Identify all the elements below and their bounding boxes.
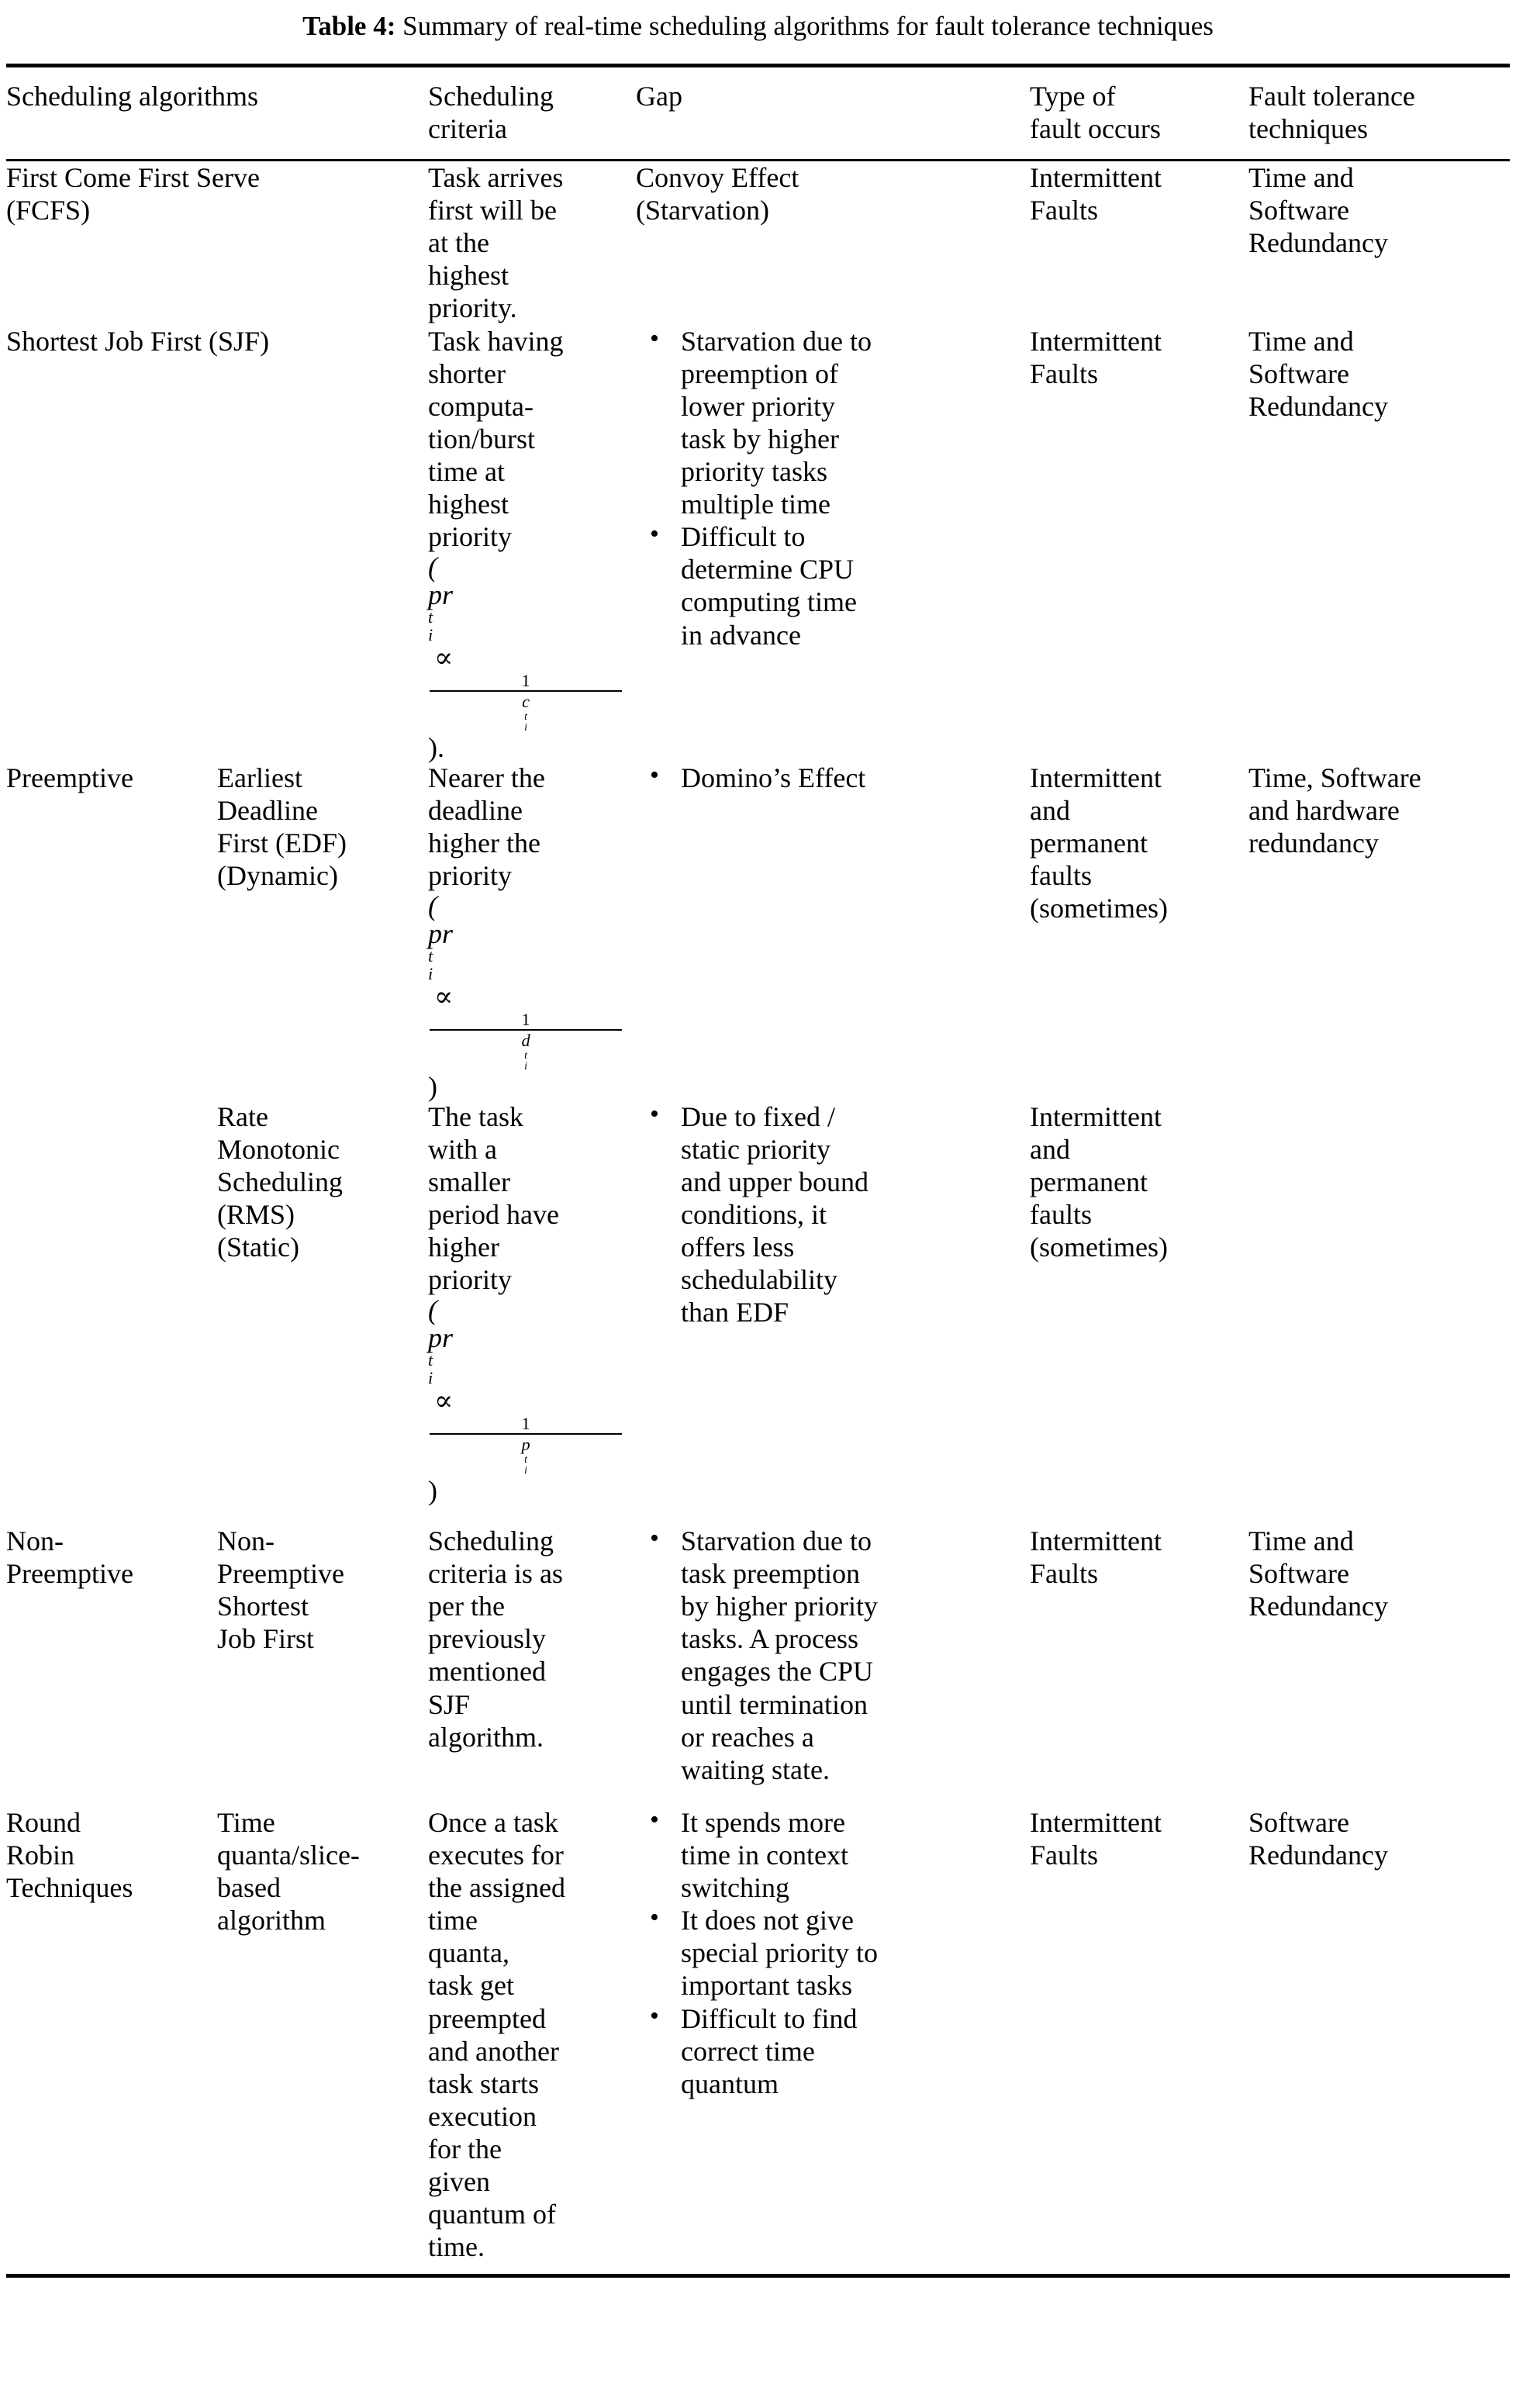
cell-gap-fcfs (636, 161, 1030, 325)
text-line: higher the (428, 827, 540, 859)
text-line: important tasks (681, 1970, 852, 2002)
text-line: • It spends more (681, 1806, 845, 1838)
text-line: special priority to (681, 1937, 878, 1969)
text-line: Task arrives (428, 161, 564, 193)
text-line: algorithm. (428, 1721, 544, 1753)
text-line: Time, Software (1248, 762, 1421, 793)
text-line: Preemptive (6, 1558, 133, 1590)
table-row (6, 1525, 1510, 1786)
cell-fault-type-rms (1030, 1100, 1248, 1505)
text-line: Faults (1030, 358, 1099, 389)
text-line: priority (428, 860, 512, 892)
formula-edf-priority: ( pr t i ∝ 1 d t i ) (428, 892, 623, 1100)
text-line: • Difficult to (681, 521, 806, 553)
cell-criteria-round-robin (428, 1806, 636, 2264)
text-line: • It does not give (681, 1905, 854, 1936)
text-line: Robin (6, 1839, 75, 1871)
text-line: Intermittent (1030, 161, 1162, 193)
cell-fault-type-non-preemptive-sjf (1030, 1525, 1248, 1786)
cell-category-preemptive (6, 762, 217, 1100)
text-line: faults (1030, 860, 1092, 892)
text-line: and (1030, 1133, 1070, 1165)
cell-category-non-preemptive (6, 1525, 217, 1786)
text-line: and (1030, 794, 1070, 826)
text-line: by higher priority (681, 1591, 878, 1622)
text-line: faults (1030, 1199, 1092, 1231)
text-line: task starts (428, 2068, 539, 2099)
table-row (6, 1100, 1510, 1505)
table-header (6, 67, 1510, 159)
text-line: (Dynamic) (217, 860, 338, 892)
row-spacer (6, 1505, 1510, 1525)
text-line: (FCFS) (6, 195, 91, 226)
cell-gap-edf (636, 762, 1030, 1100)
summary-table-body (6, 161, 1510, 2263)
row-spacer (6, 1786, 1510, 1806)
text-line: determine CPU (681, 554, 854, 586)
text-line: Intermittent (1030, 1525, 1162, 1556)
text-line: offers less (681, 1232, 795, 1263)
text-line: mentioned (428, 1656, 546, 1688)
text-line: Nearer the (428, 762, 545, 793)
header-type-of-fault-occurs (1030, 67, 1248, 159)
text-line: based (217, 1872, 281, 1904)
header-line-2: fault occurs (1030, 112, 1161, 144)
cell-criteria-rms (428, 1100, 636, 1505)
text-line: Redundancy (1248, 227, 1388, 259)
cell-fault-tolerance-sjf (1248, 325, 1510, 762)
text-line: Time and (1248, 1525, 1354, 1556)
header-scheduling-criteria (428, 67, 636, 159)
cell-criteria-fcfs (428, 161, 636, 325)
text-line: preempted (428, 2002, 546, 2034)
text-line: Software (1248, 358, 1349, 389)
text-line: schedulability (681, 1264, 837, 1296)
text-line: execution (428, 2100, 537, 2132)
text-line: time. (428, 2231, 485, 2263)
text-line: • Difficult to find (681, 2002, 858, 2034)
header-line-2: techniques (1248, 112, 1368, 144)
formula-rms-priority: ( pr t i ∝ 1 p t i ) (428, 1296, 623, 1505)
text-line: lower priority (681, 390, 835, 422)
cell-fault-type-fcfs (1030, 161, 1248, 325)
text-line: Non- (6, 1525, 64, 1556)
text-line: highest (428, 489, 509, 520)
text-line: for the (428, 2133, 502, 2164)
formula-sjf-priority: ( pr t i ∝ 1 c t i ). (428, 553, 623, 762)
text-line: Software (1248, 1558, 1349, 1590)
text-line: Once a task (428, 1806, 558, 1838)
text-line: per the (428, 1591, 505, 1622)
caption-text: Summary of real-time scheduling algorithms for fault tolerance techniques (402, 11, 1214, 41)
header-line-1: Scheduling (428, 80, 554, 112)
text-line: SJF (428, 1688, 471, 1720)
text-line: in advance (681, 619, 801, 651)
cell-criteria-edf (428, 762, 636, 1100)
summary-table (6, 67, 1510, 159)
text-line: (sometimes) (1030, 1232, 1168, 1263)
text-line: Rate (217, 1100, 268, 1132)
cell-algorithm-edf (217, 762, 428, 1100)
text-line: priority. (428, 292, 517, 324)
text-line: switching (681, 1872, 790, 1904)
table-row (6, 762, 1510, 1100)
cell-criteria-non-preemptive-sjf (428, 1525, 636, 1786)
text-line: redundancy (1248, 827, 1379, 859)
text-line: engages the CPU (681, 1656, 873, 1688)
text-line: Software (1248, 195, 1349, 226)
table-caption (6, 0, 1510, 64)
cell-category-round-robin (6, 1806, 217, 2264)
text-line: static priority (681, 1133, 831, 1165)
text-line: tasks. A process (681, 1623, 859, 1655)
header-row (6, 67, 1510, 159)
text-line: Intermittent (1030, 762, 1162, 793)
text-line: Redundancy (1248, 390, 1388, 422)
text-line: First (EDF) (217, 827, 347, 859)
text-line: Time and (1248, 325, 1354, 357)
header-line-1: Fault tolerance (1248, 80, 1415, 112)
cell-fault-type-round-robin (1030, 1806, 1248, 2264)
text-line: quanta, (428, 1937, 509, 1969)
text-line: Task having (428, 325, 564, 357)
text-line: correct time (681, 2035, 815, 2067)
table-row (6, 1806, 1510, 2264)
cell-algorithm-round-robin (217, 1806, 428, 2264)
text-line: until termination (681, 1688, 868, 1720)
text-line: at the (428, 227, 489, 259)
cell-gap-rms (636, 1100, 1030, 1505)
text-line: first will be (428, 195, 557, 226)
text-line: Shortest Job First (SJF) (6, 325, 270, 357)
text-line: Techniques (6, 1872, 133, 1904)
text-line: permanent (1030, 1166, 1148, 1197)
gap-bullet-list (636, 762, 1017, 794)
text-line: smaller (428, 1166, 510, 1197)
header-line-2: criteria (428, 112, 507, 144)
cell-algorithm-sjf (6, 325, 428, 762)
text-line: previously (428, 1623, 546, 1655)
text-line: Redundancy (1248, 1839, 1388, 1871)
text-line: Job First (217, 1623, 315, 1655)
text-line: • Due to fixed / (681, 1100, 835, 1132)
cell-fault-tolerance-non-preemptive-sjf (1248, 1525, 1510, 1786)
text-line: The task (428, 1100, 523, 1132)
text-line: (sometimes) (1030, 893, 1168, 924)
cell-fault-tolerance-fcfs (1248, 161, 1510, 325)
text-line: quantum of (428, 2199, 556, 2230)
gap-bullet-item (636, 1904, 1017, 2002)
text-line: Faults (1030, 1839, 1099, 1871)
text-line: task get (428, 1970, 514, 2002)
text-line: the assigned (428, 1872, 565, 1904)
cell-gap-non-preemptive-sjf (636, 1525, 1030, 1786)
cell-algorithm-fcfs (6, 161, 428, 325)
text-line: task by higher (681, 423, 839, 454)
text-line: multiple time (681, 489, 831, 520)
text-line: task preemption (681, 1558, 860, 1590)
header-line-1: Scheduling algorithms (6, 80, 258, 112)
text-line: Earliest (217, 762, 302, 793)
text-line: period have (428, 1199, 559, 1231)
text-line: or reaches a (681, 1721, 814, 1753)
gap-bullet-list (636, 1525, 1017, 1786)
gap-bullet-item (636, 762, 1017, 794)
text-line: Preemptive (6, 762, 133, 793)
header-line-1: Gap (636, 80, 682, 112)
text-line: deadline (428, 794, 523, 826)
text-line: First Come First Serve (6, 161, 261, 193)
text-line: waiting state. (681, 1753, 830, 1785)
table-row (6, 161, 1510, 325)
text-line: algorithm (217, 1905, 326, 1936)
text-line: permanent (1030, 827, 1148, 859)
gap-bullet-item (636, 2002, 1017, 2100)
text-line: • Starvation due to (681, 325, 872, 357)
text-line: preemption of (681, 358, 838, 389)
table-bottom-rule (6, 2274, 1510, 2278)
text-line: • Domino’s Effect (681, 762, 866, 793)
text-line: priority (428, 1264, 512, 1296)
text-line: Redundancy (1248, 1591, 1388, 1622)
gap-bullet-item (636, 1100, 1017, 1329)
text-line: (Static) (217, 1232, 299, 1263)
text-line: highest (428, 260, 509, 292)
cell-fault-tolerance-rms (1248, 1100, 1510, 1505)
text-line: Software (1248, 1806, 1349, 1838)
gap-bullet-item (636, 325, 1017, 521)
text-line: Deadline (217, 794, 318, 826)
text-line: time (428, 1905, 478, 1936)
text-line: and another (428, 2035, 559, 2067)
cell-fault-type-edf (1030, 762, 1248, 1100)
text-line: Intermittent (1030, 1806, 1162, 1838)
cell-criteria-sjf (428, 325, 636, 762)
text-line: Intermittent (1030, 325, 1162, 357)
text-line: Convoy Effect (636, 161, 799, 193)
header-gap (636, 67, 1030, 159)
cell-algorithm-non-preemptive-sjf (217, 1525, 428, 1786)
cell-fault-type-sjf (1030, 325, 1248, 762)
text-line: with a (428, 1133, 497, 1165)
text-line: than EDF (681, 1297, 789, 1328)
text-line: and upper bound (681, 1166, 869, 1197)
text-line: conditions, it (681, 1199, 827, 1231)
gap-bullet-item (636, 1806, 1017, 1904)
text-line: Scheduling (428, 1525, 554, 1556)
cell-category-empty (6, 1100, 217, 1505)
gap-bullet-list (636, 325, 1017, 651)
text-line: time at (428, 455, 505, 487)
text-line: (Starvation) (636, 195, 769, 226)
cell-gap-sjf (636, 325, 1030, 762)
caption-label: Table 4: (302, 11, 396, 41)
text-line: Intermittent (1030, 1100, 1162, 1132)
text-line: tion/burst (428, 423, 536, 454)
cell-algorithm-rms (217, 1100, 428, 1505)
gap-bullet-list (636, 1806, 1017, 2100)
header-line-1: Type of (1030, 80, 1116, 112)
text-line: given (428, 2166, 490, 2198)
text-line: Faults (1030, 195, 1099, 226)
header-scheduling-algorithms (6, 67, 428, 159)
text-line: higher (428, 1232, 499, 1263)
text-line: time in context (681, 1839, 848, 1871)
header-fault-tolerance-techniques (1248, 67, 1510, 159)
gap-bullet-list (636, 1100, 1017, 1329)
text-line: • Starvation due to (681, 1525, 872, 1556)
gap-bullet-item (636, 520, 1017, 651)
text-line: Time (217, 1806, 275, 1838)
text-line: Faults (1030, 1558, 1099, 1590)
text-line: computa- (428, 390, 534, 422)
text-line: Non- (217, 1525, 275, 1556)
text-line: quanta/slice- (217, 1839, 360, 1871)
text-line: Shortest (217, 1591, 309, 1622)
table-row (6, 325, 1510, 762)
text-line: shorter (428, 358, 506, 389)
text-line: quantum (681, 2068, 779, 2099)
text-line: priority (428, 521, 512, 553)
text-line: (RMS) (217, 1199, 295, 1231)
gap-bullet-item (636, 1525, 1017, 1786)
text-line: Time and (1248, 161, 1354, 193)
text-line: priority tasks (681, 455, 827, 487)
text-line: Monotonic (217, 1133, 340, 1165)
text-line: Preemptive (217, 1558, 344, 1590)
text-line: criteria is as (428, 1558, 563, 1590)
text-line: Scheduling (217, 1166, 343, 1197)
text-line: computing time (681, 586, 857, 618)
text-line: and hardware (1248, 794, 1400, 826)
cell-fault-tolerance-edf (1248, 762, 1510, 1100)
text-line: Round (6, 1806, 81, 1838)
text-line: executes for (428, 1839, 564, 1871)
cell-fault-tolerance-round-robin (1248, 1806, 1510, 2264)
cell-gap-round-robin (636, 1806, 1030, 2264)
